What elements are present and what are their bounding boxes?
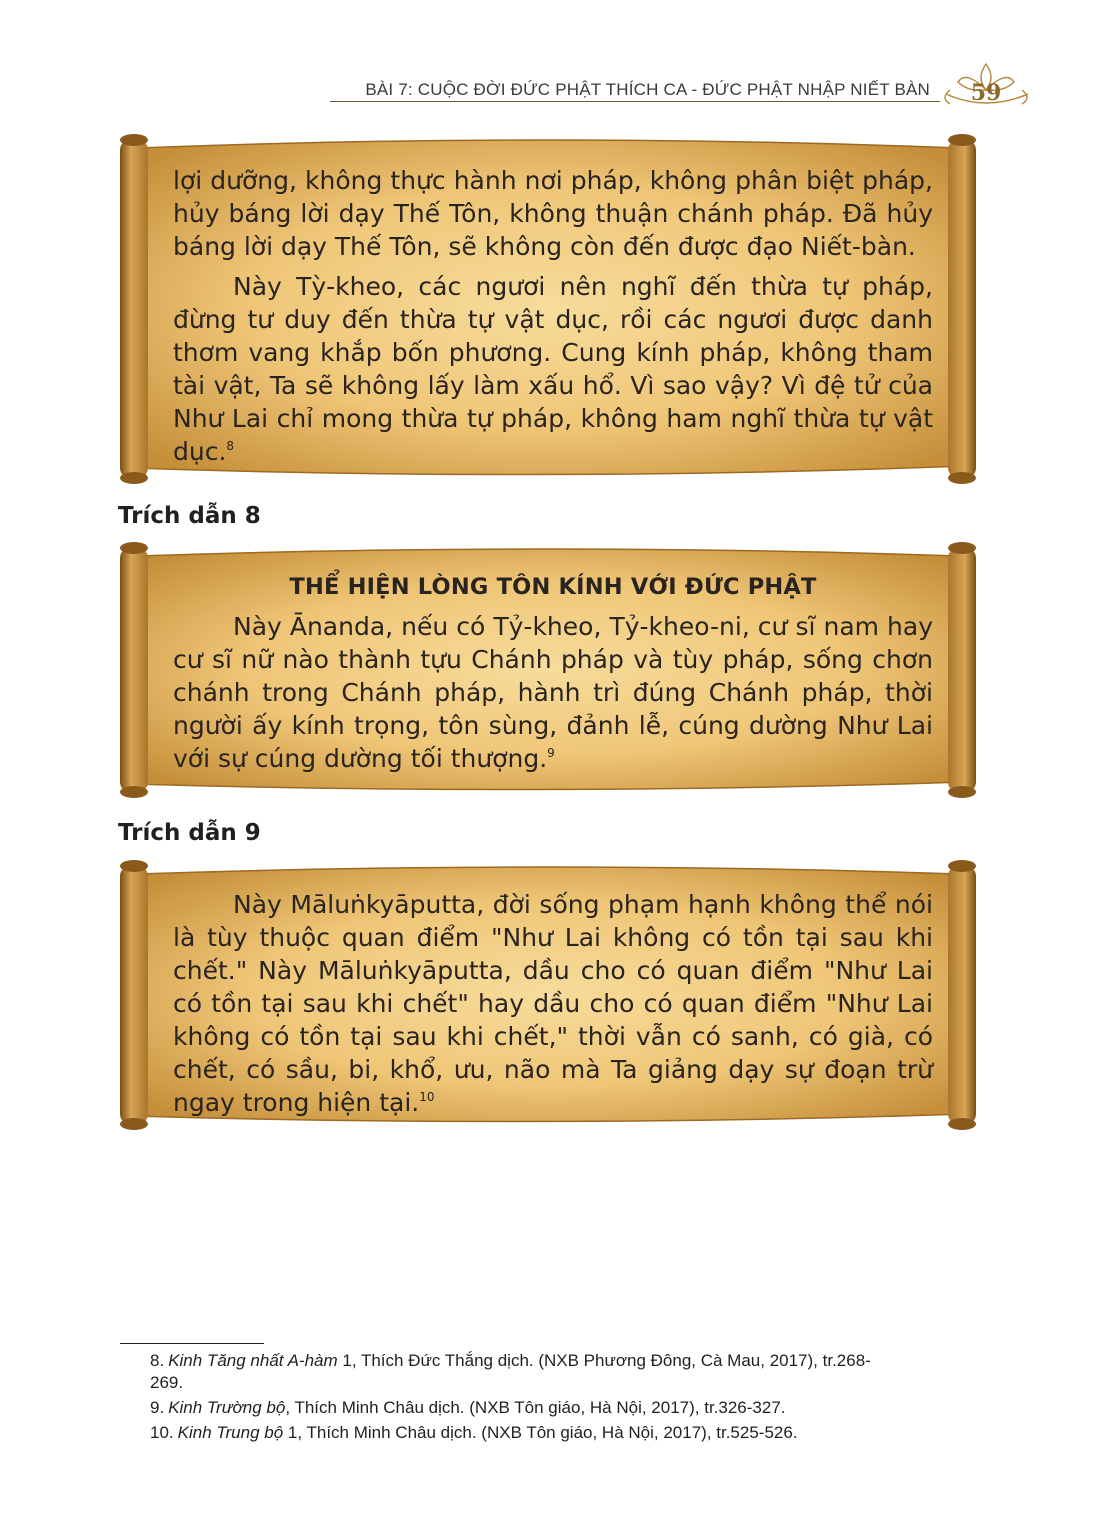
quote-paragraph: Này Māluṅkyāputta, đời sống phạm hạnh không thể nói là tùy thuộc quan điểm "Như Lai không có tồn tại sau khi chết." Này Māluṅkyāputta, dầu cho có quan điểm "Như Lai có tồn tại sau khi chết" hay dầu cho có quan điểm "Như Lai không có tồn tại sau khi chết," thời vẫn có sanh, có già, có chết, có sầu, bi, khổ, ưu, não mà Ta giảng dạy sự đoạn trừ ngay trong hiện tại.$^{10}$ <box>173 890 933 1117</box>
quote-paragraph: Này Ānanda, nếu có Tỷ-kheo, Tỷ-kheo-ni, cư sĩ nam hay cư sĩ nữ nào thành tựu Chánh pháp và tùy pháp, sống chơn chánh trong Chánh pháp, hành trì đúng Chánh pháp, thời người ấy kính trọng, tôn sùng, đảnh lễ, cúng dường Như Lai với sự cúng dường tối thượng.$^9$ <box>173 612 933 773</box>
quote-scroll-9 <box>118 856 978 1138</box>
quote-body <box>173 888 933 1126</box>
quote-paragraph: Này Tỳ-kheo, các ngươi nên nghĩ đến thừa tự pháp, đừng tư duy đến thừa tự vật dục, rồi các ngươi được danh thơm vang khắp bốn phương. Cung kính pháp, không tham tài vật, Ta sẽ không lấy làm xấu hổ. Vì sao vậy? Vì đệ tử của Như Lai chỉ mong thừa tự pháp, không ham nghĩ thừa tự vật dục.$^8$ <box>173 272 933 466</box>
quote-scroll-1 <box>118 126 978 494</box>
section-heading: Trích dẫn 8 <box>118 503 261 529</box>
page-number: 59 <box>970 80 1002 106</box>
footnote-ref: 9 <box>547 746 555 760</box>
footnote: 9. Kinh Trường bộ, Thích Minh Châu dịch. (NXB Tôn giáo, Hà Nội, 2017), tr.326-327. <box>150 1398 786 1417</box>
quote-body <box>173 164 933 475</box>
running-head: BÀI 7: CUỘC ĐỜI ĐỨC PHẬT THÍCH CA - ĐỨC PHẬT NHẬP NIẾT BÀN <box>365 80 930 99</box>
quote-scroll-8 <box>118 538 978 806</box>
page-number-badge <box>936 60 1036 108</box>
quote-body <box>173 572 933 782</box>
quote-title: THỂ HIỆN LÒNG TÔN KÍNH VỚI ĐỨC PHẬT <box>289 574 817 600</box>
footnote: 8. Kinh Tăng nhất A-hàm 1, Thích Đức Thắng dịch. (NXB Phương Đông, Cà Mau, 2017), tr.268- 269. <box>150 1351 871 1392</box>
footnote-rule <box>120 1343 264 1344</box>
header-rule <box>330 101 940 102</box>
footnote-ref: 10 <box>419 1090 435 1104</box>
footnote: 10. Kinh Trung bộ 1, Thích Minh Châu dịch. (NXB Tôn giáo, Hà Nội, 2017), tr.525-526. <box>150 1423 798 1442</box>
quote-paragraph: lợi dưỡng, không thực hành nơi pháp, không phân biệt pháp, hủy báng lời dạy Thế Tôn, không thuận chánh pháp. Đã hủy báng lời dạy Thế Tôn, sẽ không còn đến được đạo Niết-bàn. <box>173 166 933 261</box>
footnote-ref: 8 <box>226 439 235 453</box>
footnotes <box>120 1350 1000 1447</box>
section-heading: Trích dẫn 9 <box>118 820 261 846</box>
